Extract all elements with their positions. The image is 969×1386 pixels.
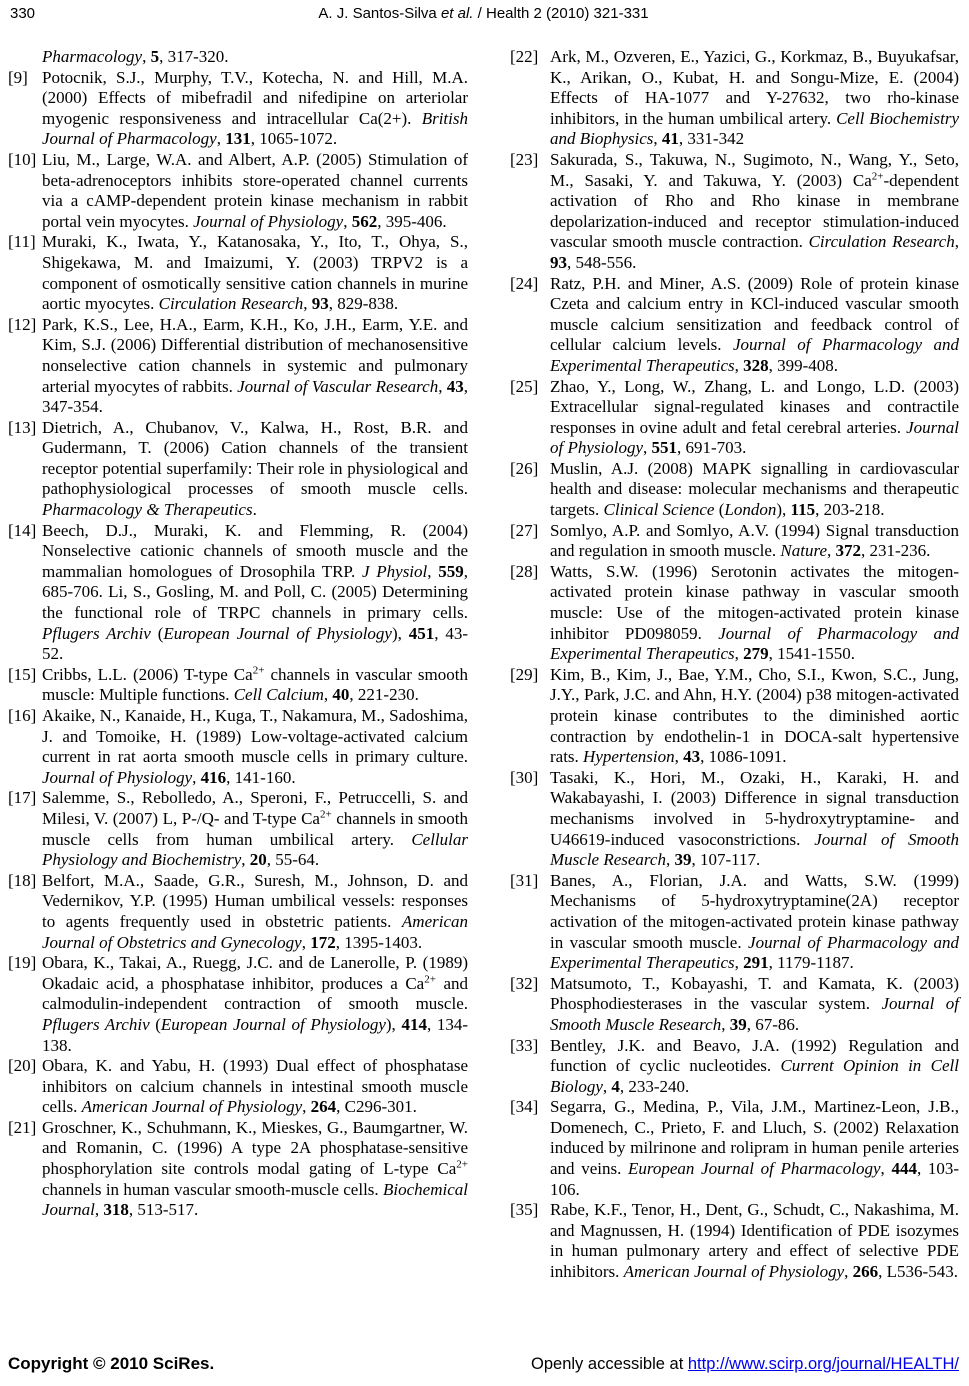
text-segment: 444 — [891, 1159, 917, 1179]
page-header — [8, 5, 959, 25]
text-segment: ( — [149, 1014, 161, 1034]
text-segment: , — [142, 47, 151, 66]
reference-text — [550, 150, 959, 274]
text-segment: , 331-342 — [678, 129, 745, 149]
text-segment: Pharmacology — [42, 47, 143, 66]
text-segment: Rabe, K.F., Tenor, H., Dent, G., Schudt, C., Nakashima, M. and Magnussen, H. (1994) Identification of PDE isozymes in human pulmonary artery and effect of selective PDE inhibitors. — [550, 1200, 959, 1282]
reference-text — [42, 706, 468, 788]
text-segment: , — [734, 953, 744, 973]
text-segment: , 829-838. — [328, 294, 399, 314]
text-segment: / Health 2 (2010) 321-331 — [473, 5, 649, 22]
text-segment: 43 — [683, 747, 701, 767]
text-segment: American Journal of Physiology — [81, 1097, 303, 1117]
text-segment: 372 — [835, 541, 861, 561]
reference-item — [510, 562, 959, 665]
reference-item — [8, 315, 468, 418]
reference-number: [23] — [510, 149, 539, 169]
text-segment: , 67-86. — [746, 1014, 800, 1034]
text-segment: , — [674, 747, 684, 767]
text-segment: 20 — [249, 850, 267, 870]
reference-text — [550, 1097, 959, 1200]
references-column-left — [8, 47, 468, 1221]
text-segment: , C296-301. — [336, 1097, 417, 1117]
reference-number: [16] — [8, 706, 37, 725]
reference-text — [42, 1118, 468, 1221]
text-segment: Bentley, J.K. and Beavo, J.A. (1992) Regulation and function of cyclic nucleotides. — [550, 1035, 959, 1076]
reference-number: [30] — [510, 767, 539, 787]
text-segment: American Journal of Physiology — [623, 1262, 845, 1282]
text-segment: Muslin, A.J. (2008) MAPK signalling in cardiovascular health and disease: molecular mechanisms and therapeutic targets. — [550, 458, 959, 520]
reference-number: [25] — [510, 376, 539, 396]
reference-number: [19] — [8, 953, 37, 973]
reference-item — [510, 871, 959, 974]
text-segment: , — [734, 644, 744, 664]
text-segment: Sakurada, S., Takuwa, N., Sugimoto, N., Wang, Y., Seto, M., Sasaki, Y. and Takuwa, Y. (2003) Ca — [550, 149, 959, 190]
text-segment: and calmodulin-independent contraction of smooth muscle. — [42, 973, 468, 1014]
reference-number: [15] — [8, 664, 37, 684]
text-segment: Cell Biochemistry and Biophysics — [550, 108, 960, 149]
text-segment: Journal of Smooth Muscle Research — [550, 829, 959, 870]
reference-text — [42, 1056, 468, 1118]
text-segment: 279 — [743, 644, 769, 664]
text-segment: 2+ — [319, 808, 332, 821]
text-segment: Liu, M., Large, W.A. and Albert, A.P. (2005) Stimulation of beta-adrenoceptors inhibits store-operated channel currents via a cAMP-dependent protein kinase mechanism in rabbit portal vein myocytes. — [42, 149, 468, 231]
text-segment: . — [252, 500, 257, 520]
text-segment: 2+ — [252, 664, 265, 677]
text-segment: American Journal of Obstetrics and Gynecology — [42, 911, 468, 952]
text-segment: ( — [150, 623, 164, 643]
text-segment: 4 — [611, 1076, 620, 1096]
text-segment: Somlyo, A.P. and Somlyo, A.V. (1994) Signal transduction and regulation in smooth muscle. — [550, 520, 959, 561]
text-segment: , — [721, 1014, 730, 1034]
text-segment: 93 — [311, 294, 329, 314]
text-segment: channels in smooth muscle cells from human umbilical artery. — [42, 808, 468, 849]
reference-text — [42, 150, 468, 232]
text-segment: 131 — [225, 129, 251, 149]
reference-item — [8, 68, 468, 150]
reference-number: [10] — [8, 149, 37, 169]
text-segment: 39 — [674, 850, 692, 870]
reference-continuation — [8, 47, 468, 68]
text-segment: , 107-117. — [691, 850, 761, 870]
text-segment: , — [192, 767, 201, 787]
text-segment: et al. — [440, 5, 474, 22]
text-segment: Obara, K., Takai, A., Ruegg, J.C. and de Lanerolle, P. (1989) Okadaic acid, a phosphatase inhibitor, produces a Ca — [42, 953, 468, 993]
text-segment: 416 — [200, 767, 227, 787]
text-segment: ( — [714, 500, 725, 520]
text-segment: , 1541-1550. — [768, 644, 856, 664]
text-segment: Biochemical Journal — [42, 1179, 468, 1220]
text-segment: Current Opinion in Cell Biology — [550, 1056, 959, 1096]
reference-number: [27] — [510, 520, 539, 540]
text-segment: Salemme, S., Rebolledo, A., Speroni, F., Petruccelli, S. and Milesi, V. (2007) L, P-/Q- and T-type Ca — [42, 788, 468, 828]
text-segment: , — [323, 685, 333, 705]
references-section — [8, 47, 959, 1283]
reference-number: [21] — [8, 1117, 37, 1137]
text-segment: Matsumoto, T., Kobayashi, T. and Kamata, K. (2003) Phosphodiesterases in the vascular system. — [550, 973, 959, 1014]
text-segment: Cell Calcium — [233, 685, 324, 705]
reference-item — [8, 706, 468, 788]
reference-number: [18] — [8, 870, 37, 890]
text-segment: 5 — [150, 47, 160, 66]
text-segment: Clinical Science — [603, 500, 715, 520]
reference-number: [17] — [8, 788, 37, 808]
text-segment: , 203-218. — [815, 500, 885, 520]
reference-text — [42, 232, 468, 314]
text-segment: -dependent activation of Rho and Rho kinase in membrane depolarization-induced and receptor stimulation-induced vascular smooth muscle contraction. — [550, 170, 959, 252]
reference-item — [510, 150, 959, 274]
text-segment: , 347-354. — [42, 376, 468, 417]
text-segment: Zhao, Y., Long, W., Zhang, L. and Longo, L.D. (2003) Extracellular signal-regulated kinases and contractile responses in ovine adult and fetal cerebral arteries. — [550, 376, 959, 437]
text-segment: , 317-320. — [159, 47, 229, 66]
text-segment: London — [724, 500, 777, 520]
reference-text — [550, 1036, 959, 1098]
reference-number: [33] — [510, 1035, 539, 1055]
text-segment: , 1086-1091. — [700, 747, 787, 767]
text-segment: Journal of Pharmacology and Experimental Therapeutics — [550, 932, 960, 973]
reference-item — [8, 418, 468, 521]
text-segment: 414 — [401, 1014, 427, 1034]
access-note-text: Openly accessible at — [531, 1355, 688, 1373]
text-segment: 43 — [446, 376, 464, 396]
text-segment: , — [427, 561, 439, 581]
text-segment: Journal of Physiology — [193, 211, 344, 231]
text-segment: , 134-138. — [42, 1014, 468, 1055]
text-segment: 2+ — [424, 973, 436, 986]
text-segment: European Journal of Pharmacology — [627, 1159, 881, 1179]
text-segment: , 1395-1403. — [335, 932, 423, 952]
text-segment: Potocnik, S.J., Murphy, T.V., Kotecha, N. and Hill, M.A. (2000) Effects of mibefradil and nifedipine on arteriolar myogenic responsiveness and intracellular Ca(2+). — [42, 67, 468, 128]
text-segment: Muraki, K., Iwata, Y., Katanosaka, Y., Ito, T., Ohya, S., Shigekawa, M. and Imaizumi, Y. (2003) TRPV2 is a component of osmotically sensitive cation channels in murine aortic myocytes. — [42, 232, 468, 314]
reference-text — [550, 665, 959, 768]
text-segment: , — [301, 932, 311, 952]
text-segment: Pflugers Archiv — [42, 1014, 150, 1034]
text-segment: Belfort, M.A., Saade, G.R., Suresh, M., Johnson, D. and Vedernikov, Y.P. (1995) Human umbilical vessels: responses to agents frequently used in obstetric patients. — [42, 870, 468, 931]
reference-item — [510, 274, 959, 377]
reference-number: [12] — [8, 314, 37, 334]
reference-item — [8, 1056, 468, 1118]
reference-text — [550, 459, 959, 521]
reference-item — [510, 1200, 959, 1282]
text-segment: Groschner, K., Schuhmann, K., Mieskes, G., Baumgartner, W. and Romanin, C. (1996) A type 2A phosphatase-sensitive phosphorylation site controls modal gating of L-type Ca — [42, 1117, 468, 1179]
reference-number: [14] — [8, 520, 37, 540]
text-segment: Park, K.S., Lee, H.A., Earm, K.H., Ko, J.H., Earm, Y.E. and Kim, S.J. (2006) Differential distribution of mechanosensitive nonselective cation channels in systemic and pulmonary arterial myocytes of rabbits. — [42, 314, 468, 396]
text-segment: 562 — [351, 211, 378, 231]
text-segment: Ark, M., Ozveren, E., Yazici, G., Korkmaz, B., Buyukafsar, K., Arikan, O., Kubat, H. and Songu-Mize, E. (2004) Effects of HA-1077 and Y-27632, two rho-kinase inhibitors, in the human umbilical artery. — [550, 47, 959, 128]
text-segment: ), — [776, 500, 791, 520]
text-segment: Journal of Vascular Research — [237, 376, 439, 396]
text-segment: Banes, A., Florian, J.A. and Watts, S.W. (1999) Mechanisms of 5-hydroxytryptamine(2A) receptor activation of the mitogen-activated protein kinase pathway in vascular smooth muscle. — [550, 870, 959, 952]
reference-text — [42, 788, 468, 870]
text-segment: Pharmacology & Therapeutics — [42, 500, 253, 520]
text-segment: Akaike, N., Kanaide, H., Kuga, T., Nakamura, M., Sadoshima, J. and Tomoike, H. (1989) Low-voltage-activated calcium current in rat aorta smooth muscle cells in primary culture. — [42, 706, 468, 767]
text-segment: Circulation Research — [158, 294, 304, 314]
text-segment: Journal of Pharmacology and Experimental Therapeutics — [550, 623, 959, 664]
running-title — [8, 5, 959, 22]
text-segment: , 231-236. — [861, 541, 931, 561]
text-segment: Kim, B., Kim, J., Bae, Y.M., Cho, S.I., Kwon, S.C., Jung, J.Y., Park, J.C. and Ahn, H.Y. (2004) p38 mitogen-activated protein kinase contributes to the diminished aortic contraction by endothelin-1 in DOCA-salt hypertensive rats. — [550, 664, 959, 767]
text-segment: , — [734, 355, 744, 375]
text-segment: Obara, K. and Yabu, H. (1993) Dual effect of phosphatase inhibitors on calcium channels in intestinal smooth muscle cells. — [42, 1056, 468, 1117]
text-segment: , — [954, 232, 959, 252]
text-segment: 328 — [743, 355, 769, 375]
text-segment: 2+ — [871, 169, 884, 182]
reference-text — [550, 47, 959, 150]
reference-text — [550, 521, 959, 562]
text-segment: , — [844, 1262, 853, 1282]
reference-number: [26] — [510, 458, 539, 478]
reference-item — [8, 521, 468, 665]
reference-text — [42, 418, 468, 521]
text-segment: , 399-408. — [768, 355, 839, 375]
text-segment: Journal of Pharmacology and Experimental Therapeutics — [550, 335, 959, 375]
text-segment: , 1065-1072. — [250, 129, 338, 149]
text-segment: 93 — [550, 252, 567, 272]
text-segment: channels in human vascular smooth-muscle cells. — [42, 1179, 384, 1199]
reference-item — [8, 232, 468, 314]
text-segment: , 221-230. — [349, 685, 419, 705]
page-number: 330 — [10, 5, 36, 22]
text-segment: Watts, S.W. (1996) Serotonin activates the mitogen-activated protein kinase pathway in vascular smooth muscle: Use of the mitogen-activated protein kinase inhibitor PD098059. — [550, 561, 959, 643]
reference-item — [8, 150, 468, 232]
reference-text — [42, 665, 468, 706]
text-segment: 451 — [408, 623, 435, 643]
text-segment: , — [343, 211, 352, 231]
text-segment: 559 — [438, 561, 464, 581]
reference-item — [510, 1036, 959, 1098]
text-segment: channels in vascular smooth muscle: Multiple functions. — [42, 664, 468, 705]
text-segment: Journal of Physiology — [550, 417, 959, 458]
text-segment: , — [643, 438, 652, 458]
text-segment: 318 — [103, 1200, 129, 1220]
text-segment: , 1179-1187. — [768, 953, 854, 973]
reference-item — [8, 1118, 468, 1221]
reference-text — [550, 562, 959, 665]
text-segment: 39 — [729, 1014, 747, 1034]
text-segment: , — [602, 1076, 612, 1096]
text-segment: 41 — [661, 129, 679, 149]
text-segment: , — [302, 1097, 311, 1117]
reference-text — [550, 974, 959, 1036]
text-segment: 40 — [332, 685, 350, 705]
reference-item — [510, 377, 959, 459]
text-segment: Nature — [780, 541, 827, 561]
reference-item — [510, 768, 959, 871]
reference-text — [42, 68, 468, 150]
reference-number: [13] — [8, 417, 37, 437]
reference-item — [8, 788, 468, 870]
text-segment: 291 — [743, 953, 769, 973]
reference-number: [9] — [8, 67, 28, 87]
text-segment: , 691-703. — [677, 438, 747, 458]
text-segment: , — [880, 1159, 892, 1179]
text-segment: ), — [391, 623, 409, 643]
text-segment: Journal of Smooth Muscle Research — [550, 994, 960, 1034]
references-column-right — [510, 47, 959, 1283]
text-segment: , 43-52. — [42, 623, 468, 664]
text-segment: ), — [385, 1014, 402, 1034]
text-segment: Dietrich, A., Chubanov, V., Kalwa, H., Rost, B.R. and Gudermann, T. (2006) Cation channels of the transient receptor potential superfamily: Their role in physiological and pathophysiological processes of smooth muscle cells. — [42, 417, 468, 499]
text-segment: 266 — [852, 1262, 879, 1282]
reference-item — [8, 953, 468, 1056]
reference-item — [510, 521, 959, 562]
text-segment: 2+ — [456, 1158, 468, 1171]
text-segment: Circulation Research — [808, 232, 955, 252]
text-segment: European Journal of Physiology — [163, 623, 392, 643]
reference-item — [510, 665, 959, 768]
reference-text — [550, 1200, 959, 1282]
text-segment: Journal of Physiology — [42, 767, 193, 787]
reference-number: [11] — [8, 232, 36, 252]
text-segment: , — [665, 850, 675, 870]
text-segment: , — [827, 541, 836, 561]
reference-text — [42, 871, 468, 953]
text-segment: European Journal of Physiology — [160, 1014, 386, 1034]
text-segment: Segarra, G., Medina, P., Vila, J.M., Martinez-Leon, J.B., Domenech, C., Prieto, F. and Lluch, S. (2002) Relaxation induced by milrinone and rolipram in human penile arteries and veins. — [550, 1097, 959, 1179]
text-segment: , — [216, 129, 226, 149]
journal-link[interactable]: http://www.scirp.org/journal/HEALTH/ — [687, 1355, 959, 1373]
reference-item — [8, 871, 468, 953]
text-segment: , 513-517. — [128, 1200, 199, 1220]
text-segment: , — [303, 294, 312, 314]
text-segment: A. J. Santos-Silva — [318, 5, 441, 22]
text-segment: , 233-240. — [619, 1076, 690, 1096]
text-segment: , L536-543. — [878, 1262, 958, 1282]
reference-number: [24] — [510, 273, 539, 293]
reference-text — [42, 315, 468, 418]
text-segment: Tasaki, K., Hori, M., Ozaki, H., Karaki, H. and Wakabayashi, I. (2003) Difference in signal transduction mechanisms involved in 5-hydroxytryptamine- and U46619-induced vasoconstrictions. — [550, 767, 959, 849]
reference-text — [42, 953, 468, 1056]
text-segment: , — [241, 850, 250, 870]
text-segment: Beech, D.J., Muraki, K. and Flemming, R. (2004) Nonselective cationic channels of smooth muscle and the mammalian homologues of Drosophila TRP. — [42, 520, 468, 581]
text-segment: , 395-406. — [377, 211, 447, 231]
reference-text — [550, 274, 959, 377]
text-segment: 172 — [310, 932, 336, 952]
text-segment: , — [94, 1200, 104, 1220]
text-segment: , 685-706. Li, S., Gosling, M. and Poll, C. (2005) Determining the functional role of TRPC channels in primary cells. — [42, 561, 468, 623]
reference-text — [42, 521, 468, 665]
reference-text — [550, 377, 959, 459]
reference-text — [42, 47, 468, 68]
text-segment: Hypertension — [583, 747, 675, 767]
reference-number: [31] — [510, 870, 539, 890]
reference-item — [8, 665, 468, 706]
text-segment: 264 — [310, 1097, 337, 1117]
reference-item — [510, 47, 959, 150]
text-segment: 551 — [651, 438, 678, 458]
reference-number: [35] — [510, 1200, 539, 1220]
reference-number: [29] — [510, 664, 539, 684]
reference-number: [34] — [510, 1097, 539, 1117]
reference-number: [22] — [510, 47, 539, 66]
copyright-text: Copyright © 2010 SciRes. — [8, 1354, 215, 1373]
reference-number: [20] — [8, 1056, 37, 1076]
reference-item — [510, 974, 959, 1036]
reference-number: [32] — [510, 973, 539, 993]
text-segment: British Journal of Pharmacology — [42, 108, 468, 149]
text-segment: , 55-64. — [266, 850, 320, 870]
text-segment: J Physiol — [361, 561, 428, 581]
text-segment: , 103-106. — [550, 1159, 960, 1199]
text-segment: , 141-160. — [226, 767, 296, 787]
text-segment: 115 — [790, 500, 816, 520]
page-footer — [8, 1354, 959, 1374]
reference-item — [510, 1097, 959, 1200]
text-segment: Pflugers Archiv — [42, 623, 151, 643]
text-segment: Ratz, P.H. and Miner, A.S. (2009) Role of protein kinase Czeta and calcium entry in KCl-induced vascular smooth muscle calcium sensitization and feedback control of cellular calcium levels. — [550, 273, 959, 355]
reference-text — [550, 768, 959, 871]
access-note — [531, 1355, 959, 1374]
reference-text — [550, 871, 959, 974]
reference-number: [28] — [510, 561, 539, 581]
text-segment: Cribbs, L.L. (2006) T-type Ca — [42, 664, 253, 684]
text-segment: Cellular Physiology and Biochemistry — [42, 829, 468, 870]
text-segment: , — [653, 129, 662, 149]
text-segment: , — [438, 376, 447, 396]
reference-item — [510, 459, 959, 521]
text-segment: , 548-556. — [567, 252, 637, 272]
